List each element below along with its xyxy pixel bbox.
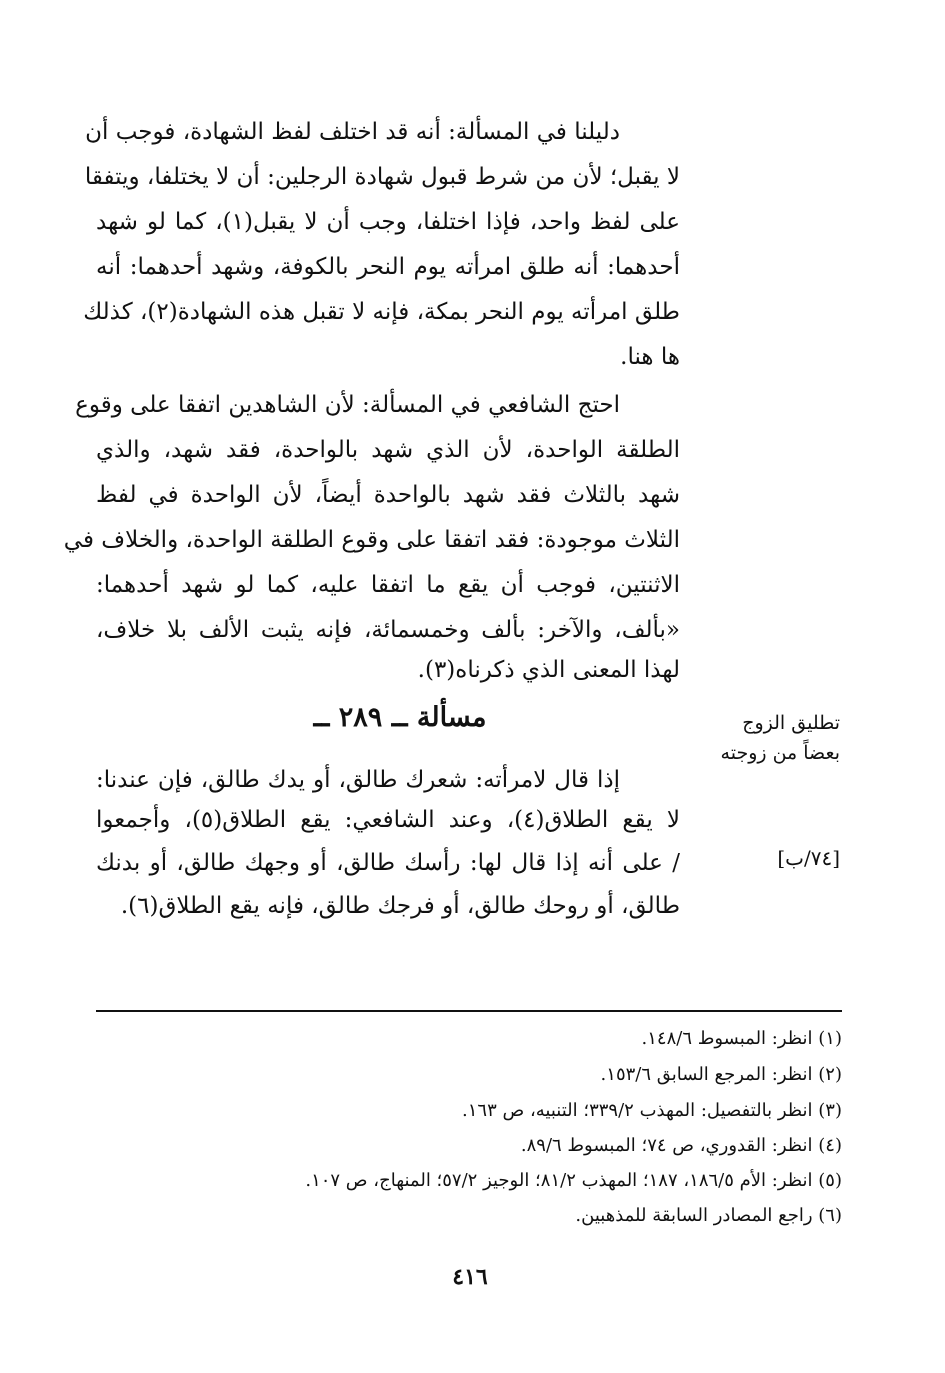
footnote-divider xyxy=(96,1010,842,1012)
footnote: (٤) انظر: القدوري، ص ٧٤؛ المبسوط ٨٩/٦. xyxy=(520,1135,842,1156)
footnote: (٢) انظر: المرجع السابق ١٥٣/٦. xyxy=(600,1064,842,1085)
paragraph1-line: على لفظ واحد، فإذا اختلفا، وجب أن لا يقبل(١)، كما لو شهد xyxy=(96,209,680,235)
margin-note xyxy=(700,708,840,768)
page-number: ٤١٦ xyxy=(452,1264,488,1290)
paragraph3-line: لا يقع الطلاق(٤)، وعند الشافعي: يقع الطلاق(٥)، وأجمعوا xyxy=(96,807,680,833)
paragraph2-line: الاثنتين، فوجب أن يقع ما اتفقا عليه، كما لو شهد أحدهما: xyxy=(96,572,680,598)
footnote: (٦) راجع المصادر السابقة للمذهبين. xyxy=(575,1205,842,1226)
footnote: (١) انظر: المبسوط ١٤٨/٦. xyxy=(641,1028,842,1049)
paragraph1-line: لا يقبل؛ لأن من شرط قبول شهادة الرجلين: أن لا يختلفا، ويتفقا xyxy=(84,164,680,190)
margin-note-line: بعضاً من زوجته xyxy=(720,742,840,764)
paragraph2-line: لهذا المعنى الذي ذكرناه(٣). xyxy=(417,657,680,683)
paragraph2-line: الثلاث موجودة: فقد اتفقا على وقوع الطلقة الواحدة، والخلاف في xyxy=(63,527,680,553)
manuscript-folio-marker: [٧٤/ب] xyxy=(777,846,840,870)
paragraph3-line: طالق، أو روحك طالق، أو فرجك طالق، فإنه يقع الطلاق(٦). xyxy=(120,893,680,919)
footnote: (٥) انظر: الأم ١٨٦/٥، ١٨٧؛ المهذب ٨١/٢؛ الوجيز ٥٧/٢؛ المنهاج، ص ١٠٧. xyxy=(305,1170,842,1191)
issue-heading: مسألة ــ ٢٨٩ ــ xyxy=(313,702,487,733)
margin-note-line: تطليق الزوج xyxy=(742,712,840,734)
paragraph2-line: شهد بالثلاث فقد شهد بالواحدة أيضاً، لأن الواحدة في لفظ xyxy=(96,482,680,508)
paragraph1-line: طلق امرأته يوم النحر بمكة، فإنه لا تقبل هذه الشهادة(٢)، كذلك xyxy=(83,299,680,325)
paragraph2-line: احتج الشافعي في المسألة: لأن الشاهدين اتفقا على وقوع xyxy=(75,392,620,418)
paragraph1-line: دليلنا في المسألة: أنه قد اختلف لفظ الشهادة، فوجب أن xyxy=(85,119,620,145)
paragraph1-line: ها هنا. xyxy=(620,344,680,370)
footnote: (٣) انظر بالتفصيل: المهذب ٣٣٩/٢؛ التنبيه، ص ١٦٣. xyxy=(462,1100,842,1121)
paragraph3-line: إذا قال لامرأته: شعرك طالق، أو يدك طالق، فإن عندنا: xyxy=(96,767,620,793)
paragraph2-line: الطلقة الواحدة، لأن الذي شهد بالواحدة، فقد شهد، والذي xyxy=(96,437,680,463)
paragraph3-line: / على أنه إذا قال لها: رأسك طالق، أو وجهك طالق، أو بدنك xyxy=(96,850,680,876)
paragraph2-line: «بألف، والآخر: بألف وخمسمائة، فإنه يثبت الألف بلا خلاف، xyxy=(96,617,680,643)
paragraph1-line: أحدهما: أنه طلق امرأته يوم النحر بالكوفة، وشهد أحدهما: أنه xyxy=(96,254,680,280)
